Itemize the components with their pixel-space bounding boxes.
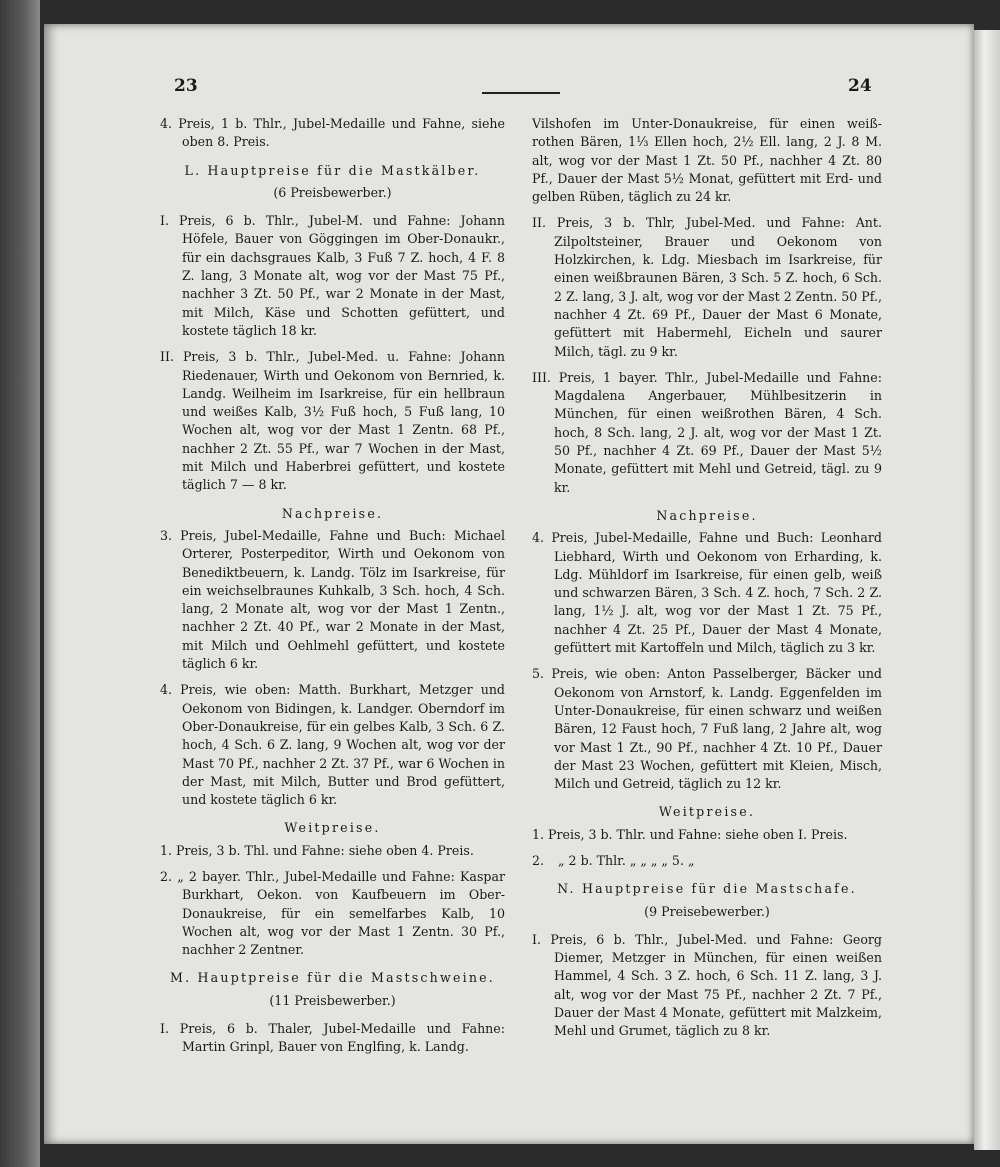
prize-entry: III. Preis, 1 bayer. Thlr., Jubel-Medaille und Fahne: Magdalena Angerbauer, Mühlbesitzerin in München, für einen weißrothen Bären, 4 Sch. hoch, 8 Sch. lang, 2 J. alt, wog vor der Mast 1 Zt. 50 Pf., nachher 4 Zt. 69 Pf., Dauer der Mast 5½ Monate, gefüttert mit Mehl und Getreid, tägl. zu 9 kr.: [532, 369, 882, 495]
section-subheading: (6 Preisbewerber.): [273, 184, 392, 200]
section-heading: L. Hauptpreise für die Mastkälber.: [184, 162, 481, 178]
page-edge: [974, 30, 1000, 1150]
section-heading: Weitpreise.: [284, 820, 381, 836]
section-heading: M. Hauptpreise für die Mastschweine.: [169, 970, 496, 986]
left-column: [160, 115, 505, 1065]
header-rule: [482, 92, 560, 94]
page-number-left: 23: [174, 76, 198, 96]
prize-entry: II. Preis, 3 b. Thlr, Jubel-Med. und Fahne: Ant. Zilpoltsteiner, Brauer und Oekonom von Holzkirchen, k. Ldg. Miesbach im Isarkreise, für einen weißbraunen Bären, 3 Sch. 5 Z. hoch, 6 Sch. 2 Z. lang, 3 J. alt, wog vor der Mast 2 Zentn. 50 Pf., nachher 4 Zt. 69 Pf., Dauer der Mast 6 Monate, gefüttert mit Habermehl, Eicheln und saurer Milch, tägl. zu 9 kr.: [532, 215, 882, 359]
prize-entry: I. Preis, 6 b. Thaler, Jubel-Medaille und Fahne: Martin Grinpl, Bauer von Englfing, k. Landg.: [160, 1021, 505, 1055]
section-heading: N. Hauptpreise für die Mastschafe.: [557, 881, 857, 897]
prize-entry: Vilshofen im Unter-Donaukreise, für einen weiß-rothen Bären, 1⅓ Ellen hoch, 2½ Ell. lang, 2 J. 8 M. alt, wog vor der Mast 1 Zt. 50 Pf., nachher 4 Zt. 80 Pf., Dauer der Mast 5½ Monat, gefüttert mit Erd- und gelben Rüben, täglich zu 24 kr.: [532, 116, 882, 205]
prize-entry: II. Preis, 3 b. Thlr., Jubel-Med. u. Fahne: Johann Riedenauer, Wirth und Oekonom von Bernried, k. Landg. Weilheim im Isarkreise, für ein hellbraun und weißes Kalb, 3½ Fuß hoch, 5 Fuß lang, 10 Wochen alt, wog vor der Mast 1 Zentn. 68 Pf., nachher 2 Zt. 55 Pf., war 7 Wochen in der Mast, mit Milch und Haberbrei gefüttert, und kostete täglich 7 — 8 kr.: [160, 349, 505, 493]
right-column: [532, 115, 882, 1049]
section-subheading: (11 Preisbewerber.): [269, 992, 396, 1008]
section-heading: Nachpreise.: [656, 507, 758, 523]
entry-number: 2.: [532, 852, 545, 868]
prize-entry: 1. Preis, 3 b. Thlr. und Fahne: siehe oben I. Preis.: [532, 826, 848, 842]
prize-entry: I. Preis, 6 b. Thlr., Jubel-Med. und Fahne: Georg Diemer, Metzger in München, für einen weißen Hammel, 4 Sch. 3 Z. hoch, 6 Sch. 11 Z. lang, 3 J. alt, wog vor der Mast 75 Pf., nachher 2 Zt. 7 Pf., Dauer der Mast 4 Monate, gefüttert mit Malzkeim, Mehl und Grumet, täglich zu 8 kr.: [532, 931, 882, 1039]
prize-entry: 1. Preis, 3 b. Thl. und Fahne: siehe oben 4. Preis.: [160, 842, 474, 858]
section-subheading: (9 Preisebewerber.): [644, 903, 770, 919]
section-heading: Weitpreise.: [658, 804, 756, 820]
prize-entry: 4. Preis, Jubel-Medaille, Fahne und Buch: Leonhard Liebhard, Wirth und Oekonom von Erharding, k. Ldg. Mühldorf im Isarkreise, für einen gelb, weiß und schwarzen Bären, 3 Sch. 4 Z. hoch, 7 Sch. 2 Z. lang, 1½ J. alt, wog vor der Mast 1 Zt. 75 Pf., nachher 4 Zt. 25 Pf., Dauer der Mast 4 Monate, gefüttert mit Kartoffeln und Milch, täglich zu 3 kr.: [532, 530, 882, 656]
prize-entry: 4. Preis, wie oben: Matth. Burkhart, Metzger und Oekonom von Bidingen, k. Landger. Oberndorf im Ober-Donaukreise, für ein gelbes Kalb, 3 Sch. 6 Z. hoch, 4 Sch. 6 Z. lang, 9 Wochen alt, wog vor der Mast 70 Pf., nachher 2 Zt. 37 Pf., war 6 Wochen in der Mast, mit Milch, Butter und Brod gefüttert, und kostete täglich 6 kr.: [160, 682, 505, 808]
page-number-right: 24: [848, 76, 872, 96]
prize-entry: 2. „ 2 bayer. Thlr., Jubel-Medaille und Fahne: Kaspar Burkhart, Oekon. von Kaufbeuern im Ober-Donaukreise, für ein semelfarbes Kalb, 10 Wochen alt, wog vor der Mast 1 Zentn. 30 Pf., nachher 2 Zentner.: [160, 868, 505, 958]
section-heading: Nachpreise.: [281, 505, 384, 521]
prize-entry: 5. Preis, wie oben: Anton Passelberger, Bäcker und Oekonom von Arnstorf, k. Landg. Eggenfelden im Unter-Donaukreise, für einen schwarz und weißen Bären, 12 Faust hoch, 7 Fuß lang, 2 Jahre alt, wog vor Mast 1 Zt., 90 Pf., nachher 4 Zt. 10 Pf., Dauer der Mast 23 Wochen, gefüttert mit Kleien, Misch, Milch und Getreid, täglich zu 12 kr.: [532, 666, 882, 792]
book-spine: [0, 0, 40, 1167]
entry-text: „ 2 b. Thlr. „ „ „ „ 5. „: [558, 852, 695, 868]
prize-entry: 3. Preis, Jubel-Medaille, Fahne und Buch: Michael Orterer, Posterpeditor, Wirth und Oekonom von Benediktbeuern, k. Landg. Tölz im Isarkreise, für ein weichselbraunes Kuhkalb, 3 Sch. hoch, 4 Sch. lang, 2 Monate alt, wog vor der Mast 1 Zentn., nachher 2 Zt. 40 Pf., war 2 Monate in der Mast, mit Milch und Oehlmehl gefüttert, und kostete täglich 6 kr.: [160, 527, 505, 672]
prize-entry: I. Preis, 6 b. Thlr., Jubel-M. und Fahne: Johann Höfele, Bauer von Göggingen im Ober-Donaukr., für ein dachsgraues Kalb, 3 Fuß 7 Z. hoch, 4 F. 8 Z. lang, 3 Monate alt, wog vor der Mast 75 Pf., nachher 3 Zt. 50 Pf., war 2 Monate in der Mast, mit Milch, Käse und Schotten gefüttert, und kostete täglich 18 kr.: [160, 213, 505, 338]
prize-entry: [532, 852, 882, 870]
prize-entry: 4. Preis, 1 b. Thlr., Jubel-Medaille und Fahne, siehe oben 8. Preis.: [160, 116, 505, 150]
